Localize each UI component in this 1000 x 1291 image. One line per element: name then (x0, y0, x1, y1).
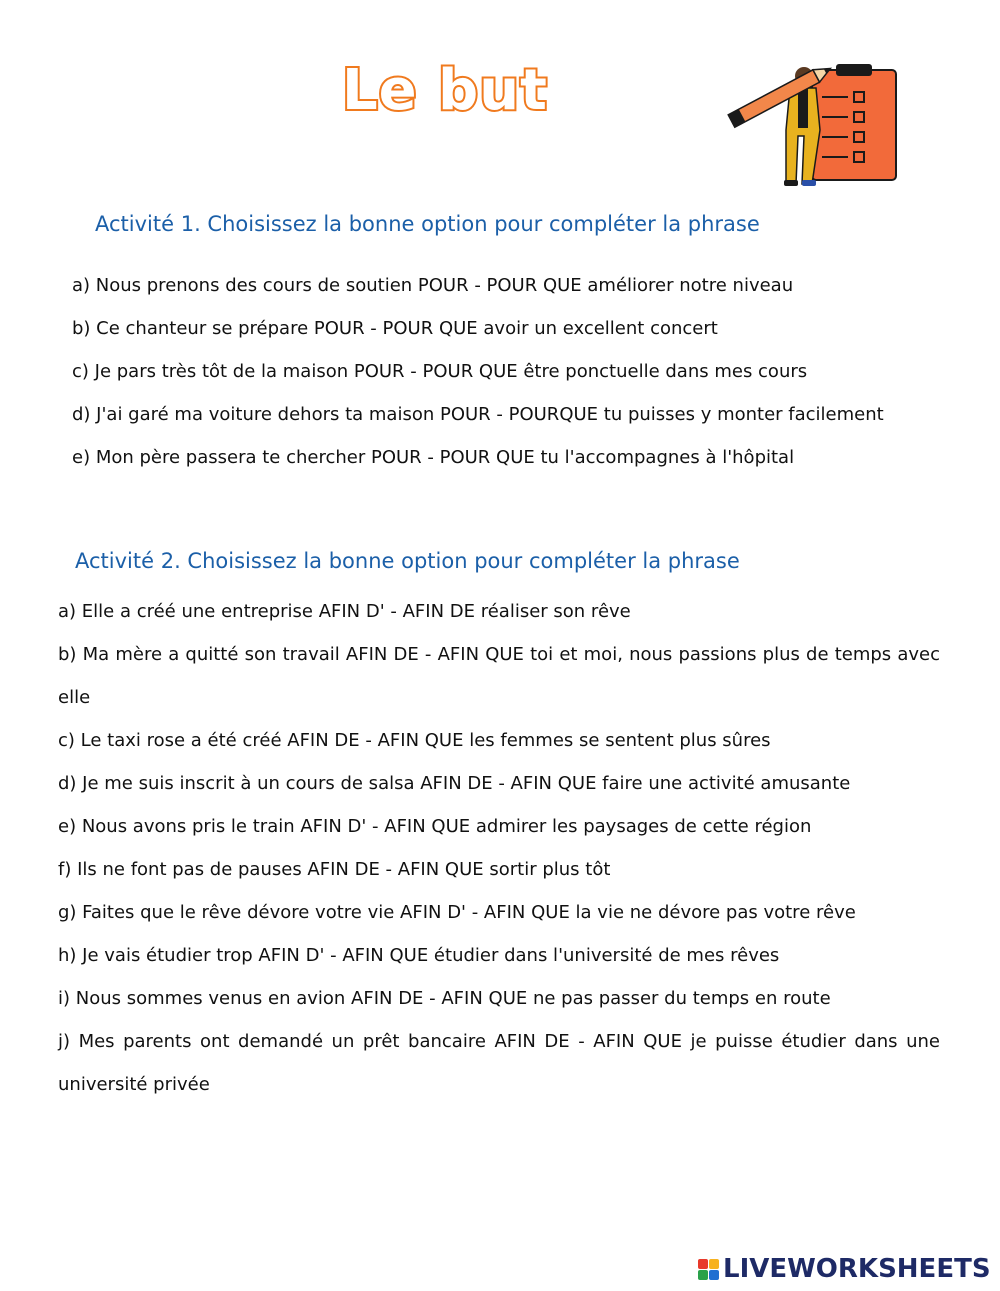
person-with-pencil-and-clipboard-illustration (724, 52, 904, 190)
page-title: Le but (342, 58, 548, 123)
activity-2-item-e: e) Nous avons pris le train AFIN D' - AFIN QUE admirer les paysages de cette région (58, 816, 812, 837)
activity-1-item-d: d) J'ai garé ma voiture dehors ta maison POUR - POURQUE tu puisses y monter facilement (72, 404, 884, 425)
activity-1-heading: Activité 1. Choisissez la bonne option pour compléter la phrase (95, 212, 760, 236)
activity-2-item-b: b) Ma mère a quitté son travail AFIN DE - AFIN QUE toi et moi, nous passions plus de temps avec elle (58, 644, 940, 708)
activity-2-item-j: j) Mes parents ont demandé un prêt bancaire AFIN DE - AFIN QUE je puisse étudier dans une université privée (58, 1031, 940, 1095)
liveworksheets-brand[interactable] (698, 1254, 991, 1284)
activity-1-list (72, 275, 972, 490)
activity-1-item-e: e) Mon père passera te chercher POUR - POUR QUE tu l'accompagnes à l'hôpital (72, 447, 795, 468)
activity-1-item-c: c) Je pars très tôt de la maison POUR - POUR QUE être ponctuelle dans mes cours (72, 361, 808, 382)
activity-2-item-i: i) Nous sommes venus en avion AFIN DE - AFIN QUE ne pas passer du temps en route (58, 988, 831, 1009)
activity-2-item-g: g) Faites que le rêve dévore votre vie AFIN D' - AFIN QUE la vie ne dévore pas votre rêve (58, 902, 856, 923)
activity-1-item-a: a) Nous prenons des cours de soutien POUR - POUR QUE améliorer notre niveau (72, 275, 794, 296)
brand-name: LIVEWORKSHEETS (723, 1254, 991, 1284)
activity-1-item-b: b) Ce chanteur se prépare POUR - POUR QUE avoir un excellent concert (72, 318, 718, 339)
activity-2-item-a: a) Elle a créé une entreprise AFIN D' - AFIN DE réaliser son rêve (58, 601, 631, 622)
activity-2-item-f: f) Ils ne font pas de pauses AFIN DE - AFIN QUE sortir plus tôt (58, 859, 611, 880)
liveworksheets-logo-icon (698, 1259, 719, 1280)
activity-2-list (58, 590, 940, 1106)
activity-2-item-d: d) Je me suis inscrit à un cours de salsa AFIN DE - AFIN QUE faire une activité amusante (58, 773, 851, 794)
activity-2-item-h: h) Je vais étudier trop AFIN D' - AFIN QUE étudier dans l'université de mes rêves (58, 945, 780, 966)
activity-2-heading: Activité 2. Choisissez la bonne option pour compléter la phrase (75, 549, 740, 573)
activity-2-item-c: c) Le taxi rose a été créé AFIN DE - AFIN QUE les femmes se sentent plus sûres (58, 730, 771, 751)
